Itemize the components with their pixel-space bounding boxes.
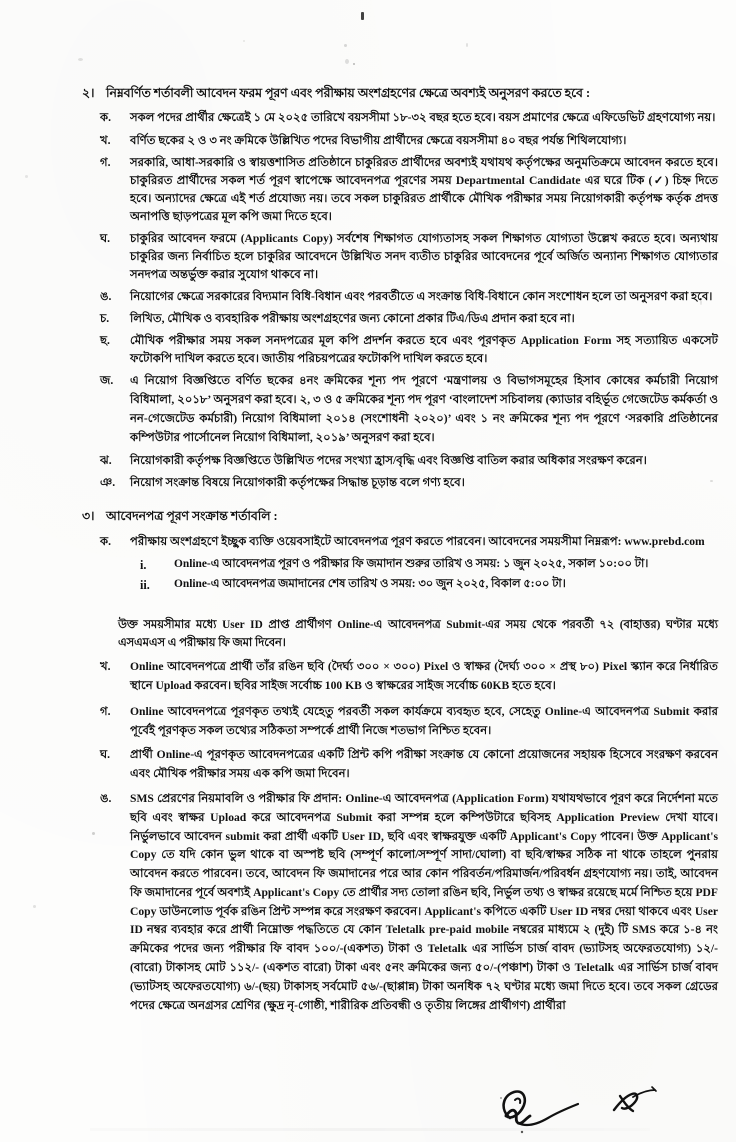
list-item <box>0 109 736 127</box>
list-item <box>0 452 736 470</box>
section-application-rules <box>0 508 736 1015</box>
list-item-marker: চ. <box>100 312 110 326</box>
list-item-text: Online আবেদনপত্রে প্রার্থী তাঁর রঙিন ছবি (দৈর্ঘ্য ৩০০ × ৩০০) Pixel ও স্বাক্ষর (দৈর্ঘ্য ৩০০ × প্রস্থ ৮০) Pixel স্ক্যান করে নির্ধারিত স্থানে Upload করবেন। ছবির সাইজ সর্বোচ্চ 100 KB ও স্বাক্ষরের সাইজ সর্বোচ্চ 60KB হতে হবে। <box>130 660 718 693</box>
list-item <box>0 154 736 226</box>
signature-right <box>608 1084 678 1129</box>
list-item-text: লিখিত, মৌখিক ও ব্যবহারিক পরীক্ষায় অংশগ্রহণের জন্য কোনো প্রকার টিএ/ডিএ প্রদান করা হবে না। <box>130 312 575 326</box>
list-item-marker: খ. <box>100 133 111 147</box>
list-item-marker: ছ. <box>100 334 110 348</box>
section-3-number: ৩। <box>82 509 95 523</box>
list-item-marker: ক. <box>100 535 112 549</box>
scan-speck-icon <box>345 59 349 64</box>
deadline-note: উক্ত সময়সীমার মধ্যে User ID প্রাপ্ত প্রার্থীগণ Online-এ আবেদনপত্র Submit-এর সময় থেকে পরবর্তী ৭২ (বাহাত্তর) ঘণ্টার মধ্যে এসএমএস এ পরীক্ষায় ফি জমা দিবেন। <box>118 619 718 650</box>
list-item <box>0 332 736 368</box>
list-item <box>0 746 736 784</box>
list-item-text: Online আবেদনপত্রে পূরণকৃত তথ্যই যেহেতু পরবর্তী সকল কার্যক্রমে ব্যবহৃত হবে, সেহেতু Online-এ আবেদনপত্র Submit করার পূর্বেই পূরণকৃত সকল তথ্যের সঠিকতা সম্পর্কে প্রার্থী নিজে শতভাগ নিশ্চিত হবেন। <box>130 704 718 737</box>
section-conditions <box>0 85 736 492</box>
list-item-marker: গ. <box>100 155 111 169</box>
list-item-marker: ঙ. <box>100 290 112 304</box>
scan-speck-icon <box>361 12 364 20</box>
section-2-heading <box>0 85 736 102</box>
list-item <box>0 230 736 284</box>
list-item-text: SMS প্রেরণের নিয়মাবলি ও পরীক্ষার ফি প্রদান: Online-এ আবেদনপত্র (Application Form) যথাযথভাবে পূরণ করে নির্দেশনা মতে ছবি এবং স্বাক্ষর Upload করে আবেদনপত্র Submit করা সম্পন্ন হলে কম্পিউটারে ছবিসহ Application Preview দেখা যাবে। নির্ভুলভাবে আবেদন submit করা প্রার্থী একটি User ID, ছবি এবং স্বাক্ষরযুক্ত একটি Applicant's Copy পাবেন। উক্ত Applicant's Copy তে যদি কোন ভুল থাকে বা অস্পষ্ট ছবি (সম্পূর্ণ কালো/সম্পূর্ণ সাদা/ঘোলা) বা ছবি/স্বাক্ষর সঠিক না থাকে তাহলে পুনরায় আবেদন করতে পারবেন। তবে, আবেদন ফি জমাদানের পরে আর কোন পরিবর্তন/পরিমার্জন/পরিবর্ধন গ্রহণযোগ্য নয়। তাই, আবেদন ফি জমাদানের পূর্বে অবশ্যই Applicant's Copy তে প্রার্থীর সদ্য তোলা রঙিন ছবি, নির্ভুল তথ্য ও স্বাক্ষর রয়েছে মর্মে নিশ্চিত হয়ে PDF Copy ডাউনলোড পূর্বক রঙিন প্রিন্ট সম্পন্ন করে সংরক্ষণ করবেন। Applicant's কপিতে একটি User ID নম্বর দেয়া থাকবে এবং User ID নম্বর ব্যবহার করে প্রার্থী নিম্নোক্ত পদ্ধতিতে যে কোন Teletalk pre-paid mobile নম্বরের মাধ্যমে ২ (দুই) টি SMS করে ১-৪ নং ক্রমিকের পদের জন্য পরীক্ষার ফি বাবদ ১০০/-(একশত) টাকা ও Teletalk এর সার্ভিস চার্জ বাবদ (ভ্যাটসহ অফেরতযোগ্য) ১২/- (বারো) টাকাসহ মোট ১১২/- (একশত বারো) টাকা এবং ৫নং ক্রমিকের জন্য ৫০/-(পঞ্চাশ) টাকা ও Teletalk এর সার্ভিস চার্জ বাবদ (ভ্যাটসহ অফেরতযোগ্য) ৬/-(ছয়) টাকাসহ সর্বমোট ৫৬/-(ছাপ্পান্ন) টাকা অনধিক ৭২ ঘণ্টার মধ্যে জমা দিতে হবে। তবে সকল গ্রেডের পদের ক্ষেত্রে অনগ্রসর শ্রেণির (ক্ষুদ্র নৃ-গোষ্ঠী, শারীরিক প্রতিবন্ধী ও তৃতীয় লিঙ্গের প্রার্থীগণ) প্রার্থীরা <box>130 791 718 1012</box>
scan-speck-icon <box>78 58 83 61</box>
list-item-marker: ঘ. <box>100 748 111 762</box>
list-item <box>0 790 736 1015</box>
list-item-text: চাকুরির আবেদন ফরমে (Applicants Copy) সর্বশেষ শিক্ষাগত যোগ্যতাসহ সকল শিক্ষাগত যোগ্যতা উল্লেখ করতে হবে। অন্যথায় চাকুরির জন্য নির্বাচিত হলে চাকুরির আবেদনে উল্লিখিত সনদ ব্যতীত চাকুরির আবেদনের পূর্বে অর্জিত অন্যান্য শিক্ষাগত যোগ্যতার সনদপত্র অন্তর্ভুক্ত করার সুযোগ থাকবে না। <box>130 231 718 282</box>
sub-list-item <box>0 576 736 594</box>
list-item <box>0 310 736 328</box>
scan-speck-icon <box>243 40 245 42</box>
section-3-title: আবেদনপত্র পূরণ সংক্রান্ত শর্তাবলি : <box>106 509 278 523</box>
section-3-heading <box>0 508 736 525</box>
list-item-marker: ঝ. <box>100 453 112 467</box>
sub-list-item-text: Online-এ আবেদনপত্র জমাদানের শেষ তারিখ ও সময়: ৩০ জুন ২০২৫, বিকাল ৫:০০ টা। <box>174 577 566 590</box>
list-item-text: প্রার্থী Online-এ পূরণকৃত আবেদনপত্রের একটি প্রিন্ট কপি পরীক্ষা সংক্রান্ত যে কোনো প্রয়োজনের সহায়ক হিসেবে সংরক্ষণ করবেন এবং মৌখিক পরীক্ষার সময় এক কপি জমা দিবেন। <box>130 748 718 781</box>
sub-list-item-marker: ii. <box>140 577 150 592</box>
list-item-text: বর্ণিত ছকের ২ ও ৩ নং ক্রমিকে উল্লিখিত পদের বিভাগীয় প্রার্থীদের ক্ষেত্রে বয়সসীমা ৪০ বছর পর্যন্ত শিথিলযোগ্য। <box>130 133 627 147</box>
list-item-text: সকল পদের প্রার্থীর ক্ষেত্রেই ১ মে ২০২৫ তারিখে বয়সসীমা ১৮-৩২ বছর হতে হবে। বয়স প্রমাণের ক্ষেত্রে এফিডেভিট গ্রহণযোগ্য নয়। <box>130 111 716 125</box>
list-item-text: পরীক্ষায় অংশগ্রহণে ইচ্ছুক ব্যক্তি ওয়েবসাইটে আবেদনপত্র পূরণ করতে পারবেন। আবেদনের সময়সীমা নিম্নরূপ: www.prebd.com <box>130 535 705 549</box>
list-item-marker: ক. <box>100 111 112 125</box>
sub-list-item-marker: i. <box>140 557 147 572</box>
list-item-marker: ঘ. <box>100 231 111 245</box>
section-2-number: ২। <box>82 86 95 100</box>
list-item-text: নিয়োগ সংক্রান্ত বিষয়ে নিয়োগকারী কর্তৃপক্ষের সিদ্ধান্ত চূড়ান্ত বলে গণ্য হবে। <box>130 475 465 489</box>
sub-list-item <box>0 556 736 574</box>
scan-speck-icon <box>466 43 468 47</box>
list-item-marker: খ. <box>100 660 111 674</box>
list-item-text: নিয়োগকারী কর্তৃপক্ষ বিজ্ঞপ্তিতে উল্লিখিত পদের সংখ্যা হ্রাস/বৃদ্ধি এবং বিজ্ঞপ্তি বাতিল করার অধিকার সংরক্ষণ করেন। <box>130 453 647 467</box>
scan-edge-smudge <box>90 1128 650 1131</box>
list-item-marker: ঞ. <box>100 475 116 489</box>
scan-speck-icon <box>353 63 355 65</box>
list-item-marker: গ. <box>100 704 111 718</box>
list-item <box>0 658 736 696</box>
list-item <box>0 703 736 741</box>
list-item <box>0 372 736 447</box>
list-item-text: নিয়োগের ক্ষেত্রে সরকারের বিদ্যমান বিধি-বিধান এবং পরবর্তীতে এ সংক্রান্ত বিধি-বিধানে কোন সংশোধন হলে তা অনুসরণ করা হবে। <box>130 290 713 304</box>
list-item-text: সরকারি, আধা-সরকারি ও স্বায়ত্তশাসিত প্রতিষ্ঠানে চাকুরিরত প্রার্থীদের অবশ্যই যথাযথ কর্তৃপক্ষের অনুমতিক্রমে আবেদন করতে হবে। চাকুরিরত প্রার্থীদের সকল শর্ত পূরণ স্বাপেক্ষে আবেদনপত্র পূরণের সময় Departmental Candidate এর ঘরে টিক (✓) চিহ্ন দিতে হবে। অন্যাদের ক্ষেত্রে এই শর্ত প্রযোজ্য নয়। তবে সকল চাকুরিরত প্রার্থীকে মৌখিক পরীক্ষার সময় নিয়োগকারী কর্তৃপক্ষ কর্তৃক প্রদত্ত অনাপত্তি ছাড়পত্রের মূল কপি জমা দিতে হবে। <box>130 155 718 223</box>
list-item <box>0 132 736 150</box>
list-item <box>0 474 736 492</box>
list-item <box>0 533 736 551</box>
list-item-marker: জ. <box>100 374 114 388</box>
sub-list-item-text: Online-এ আবেদনপত্র পূরণ ও পরীক্ষার ফি জমাদান শুরুর তারিখ ও সময়: ১ জুন ২০২৫, সকাল ১০:০০ টা। <box>174 557 649 570</box>
list-item <box>0 288 736 306</box>
scan-speck-icon <box>344 44 347 47</box>
list-item-text: এ নিয়োগ বিজ্ঞপ্তিতে বর্ণিত ছকের ৪নং ক্রমিকের শূন্য পদ পূরণে ‘মন্ত্রণালয় ও বিভাগসমূহের হিসাব কোষের কর্মচারী নিয়োগ বিধিমালা, ২০১৮’ অনুসরণ করা হবে। ২, ৩ ও ৫ ক্রমিকের শূন্য পদ পূরণ ‘বাংলাদেশ সচিবালয় (ক্যাডার বহির্ভূত গেজেটেড কর্মকর্তা ও নন-গেজেটেড কর্মচারী) নিয়োগ বিধিমালা ২০১৪ (সংশোধনী ২০২০)’ এবং ১ নং ক্রমিকের শূন্য পদ পূরণে ‘সরকারি প্রতিষ্ঠানের কম্পিউটার পার্সোনেল নিয়োগ বিধিমালা, ২০১৯’ অনুসরণ করা হবে। <box>130 374 718 444</box>
list-item-text: মৌখিক পরীক্ষার সময় সকল সনদপত্রের মূল কপি প্রদর্শন করতে হবে এবং পূরণকৃত Application Form সহ সত্যায়িত একসেট ফটোকপি দাখিল করতে হবে। জাতীয় পরিচয়পত্রের ফটোকপি দাখিল করতে হবে। <box>130 334 718 366</box>
section-2-title: নিম্নবর্ণিত শর্তাবলী আবেদন ফরম পূরণ এবং পরীক্ষায় অংশগ্রহণের ক্ষেত্রে অবশ্যই অনুসরণ করতে হবে : <box>106 86 591 100</box>
list-item-marker: ঙ. <box>100 791 112 805</box>
